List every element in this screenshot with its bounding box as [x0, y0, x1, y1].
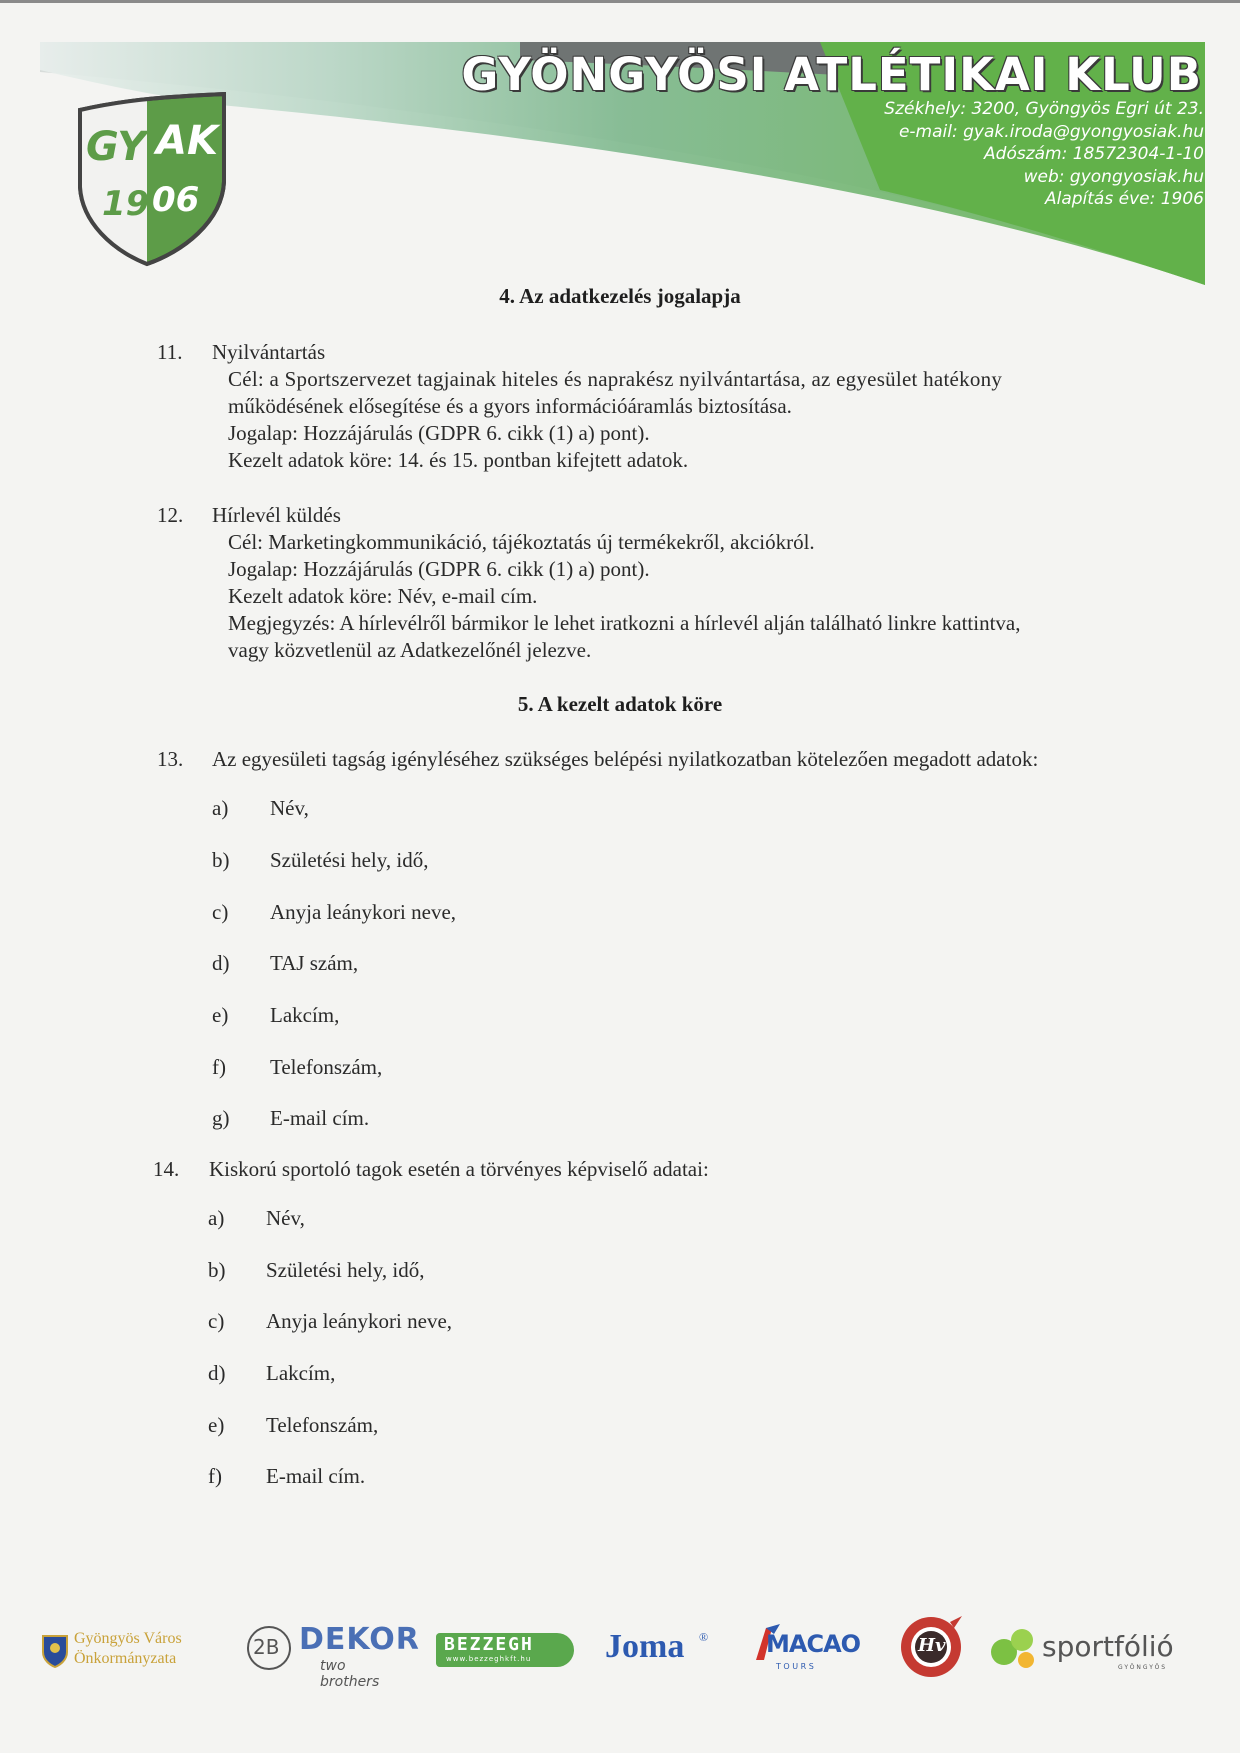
list-text: Anyja leánykori neve, [270, 900, 457, 924]
sportfolio-name: sportfólió [1042, 1630, 1174, 1663]
sportfolio-sub: GYÖNGYÖS [1118, 1664, 1168, 1671]
logo-ak: AK [156, 118, 218, 164]
body-line: Cél: a Sportszervezet tagjainak hiteles és naprakész nyilvántartása, az egyesület hatékony [228, 367, 1003, 391]
sponsor-hv [896, 1612, 966, 1682]
body-line: Jogalap: Hozzájárulás (GDPR 6. cikk (1) a) pont). [228, 557, 650, 581]
list-letter: a) [212, 796, 229, 820]
list-letter: f) [208, 1464, 222, 1488]
item-number: 13. [157, 747, 184, 771]
bezzegh-name: BEZZEGH [444, 1634, 534, 1655]
email-line: e-mail: gyak.iroda@gyongyosiak.hu [898, 121, 1204, 142]
bezzegh-url: www.bezzeghkft.hu [446, 1655, 532, 1663]
section-5-title: 5. A kezelt adatok köre [517, 692, 723, 716]
club-shield-logo [72, 92, 232, 267]
dekor-mark: 2B [253, 1635, 280, 1659]
list-text: Név, [270, 796, 309, 820]
sponsor-joma [605, 1628, 715, 1674]
sponsor-dekor [245, 1618, 420, 1690]
body-line: Megjegyzés: A hírlevélről bármikor le lehet iratkozni a hírlevél alján található linkre kattintva, [228, 611, 1021, 635]
sponsor-sportfolio [990, 1626, 1190, 1676]
body-line: működésének elősegítése és a gyors információáramlás biztosítása. [228, 394, 792, 418]
body-line: Jogalap: Hozzájárulás (GDPR 6. cikk (1) a) pont). [228, 421, 650, 445]
web-line: web: gyongyosiak.hu [1023, 166, 1204, 187]
list-letter: b) [212, 848, 230, 872]
club-name: GYÖNGYÖSI ATLÉTIKAI KLUB [461, 48, 1202, 101]
logo-gy: GY [86, 124, 147, 170]
logo-19: 19 [102, 184, 150, 224]
list-text: Lakcím, [266, 1361, 336, 1385]
list-letter: f) [212, 1055, 226, 1079]
sponsor-gyongyos-line1: Gyöngyös Város [74, 1630, 182, 1647]
list-text: E-mail cím. [266, 1464, 366, 1488]
body-line: Cél: Marketingkommunikáció, tájékoztatás új termékekről, akciókról. [228, 530, 815, 554]
list-text: E-mail cím. [270, 1106, 370, 1130]
joma-reg: ® [699, 1630, 709, 1644]
sponsor-macao [752, 1620, 862, 1680]
item-number: 12. [157, 503, 184, 527]
list-letter: b) [208, 1258, 226, 1282]
list-letter: e) [212, 1003, 229, 1027]
macao-name: MACAO [766, 1630, 861, 1658]
letterhead [0, 0, 1240, 300]
item-title: Hírlevél küldés [212, 503, 341, 527]
coat-of-arms-icon [40, 1632, 70, 1668]
item-title: Az egyesületi tagság igényléséhez szükséges belépési nyilatkozatban kötelezően megadott adatok: [212, 747, 1039, 771]
sponsor-gyongyos-line2: Önkormányzata [74, 1650, 177, 1667]
list-letter: c) [208, 1309, 225, 1333]
tax-number-line: Adószám: 18572304-1-10 [984, 144, 1204, 164]
list-text: Telefonszám, [266, 1413, 379, 1437]
list-text: Lakcím, [270, 1003, 340, 1027]
item-number: 11. [157, 340, 183, 364]
address-line: Székhely: 3200, Gyöngyös Egri út 23. [884, 99, 1204, 119]
list-letter: g) [212, 1106, 230, 1130]
dekor-tagline: two brothers [320, 1658, 380, 1690]
sponsor-bezzegh [436, 1633, 574, 1667]
item-title: Nyilvántartás [212, 340, 326, 364]
body-line: Kezelt adatok köre: 14. és 15. pontban kifejtett adatok. [228, 448, 689, 472]
body-line: Kezelt adatok köre: Név, e-mail cím. [228, 584, 538, 608]
item-11-body [228, 366, 1108, 474]
list-letter: c) [212, 900, 229, 924]
list-text: Születési hely, idő, [270, 848, 429, 872]
hv-mark: Hv [918, 1635, 946, 1656]
macao-sub: T O U R S [776, 1662, 814, 1671]
list-letter: a) [208, 1206, 225, 1230]
list-text: Születési hely, idő, [266, 1258, 425, 1282]
list-letter: d) [208, 1361, 226, 1385]
list-letter: d) [212, 951, 230, 975]
logo-06: 06 [152, 180, 200, 220]
item-number: 14. [153, 1157, 180, 1181]
list-text: Telefonszám, [270, 1055, 383, 1079]
list-text: Név, [266, 1206, 305, 1230]
list-letter: e) [208, 1413, 225, 1437]
section-4-title: 4. Az adatkezelés jogalapja [499, 284, 741, 308]
sportfolio-balls-icon [990, 1626, 1040, 1670]
item-title: Kiskorú sportoló tagok esetén a törvényes képviselő adatai: [209, 1157, 709, 1181]
body-line: vagy közvetlenül az Adatkezelőnél jelezve. [228, 638, 592, 662]
list-text: TAJ szám, [270, 951, 359, 975]
list-text: Anyja leánykori neve, [266, 1309, 453, 1333]
sponsor-gyongyos [40, 1628, 215, 1678]
joma-name: Joma [605, 1628, 685, 1665]
contact-info [884, 98, 1204, 211]
dekor-name: DEKOR [299, 1622, 420, 1657]
item-12-body [228, 529, 1108, 664]
founded-line: Alapítás éve: 1906 [1044, 189, 1204, 209]
